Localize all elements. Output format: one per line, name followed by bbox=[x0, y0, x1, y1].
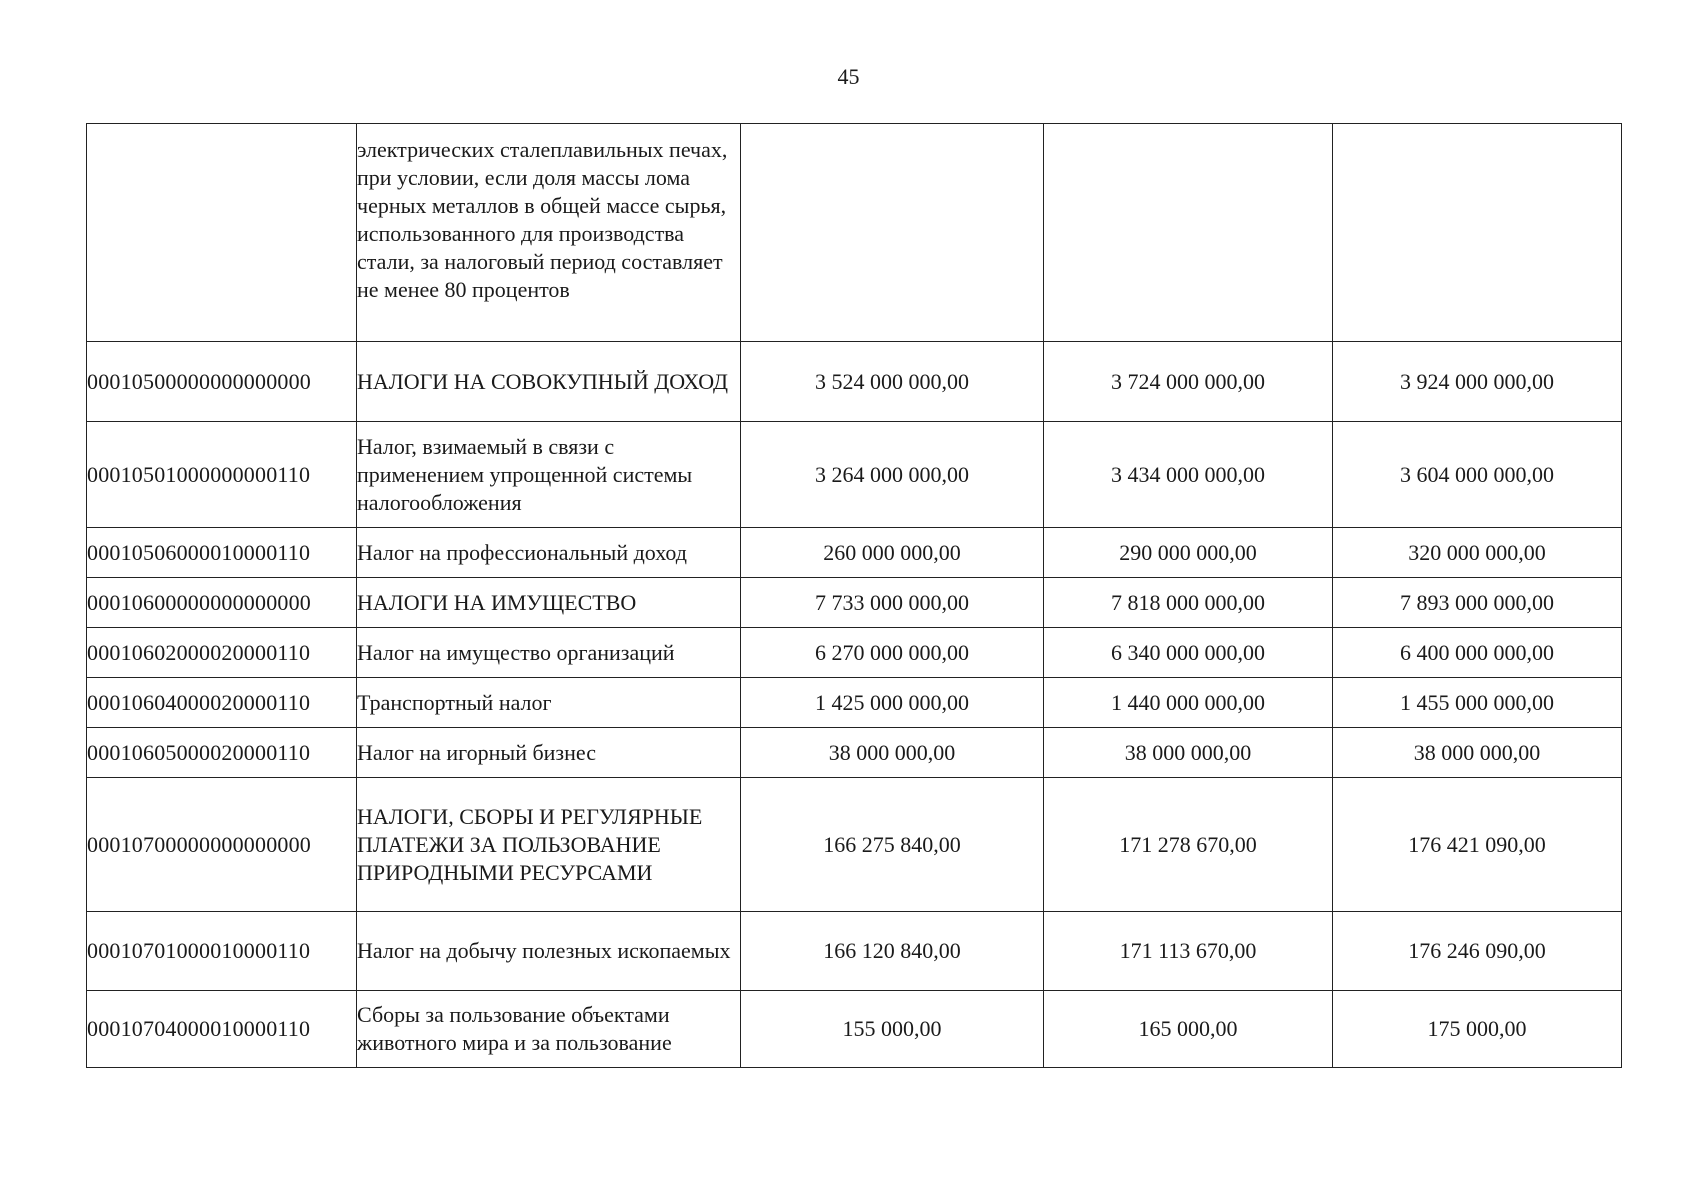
amount-year-3: 7 893 000 000,00 bbox=[1333, 578, 1622, 628]
amount-year-1: 6 270 000 000,00 bbox=[741, 628, 1044, 678]
amount-year-3: 38 000 000,00 bbox=[1333, 728, 1622, 778]
budget-code: 00010704000010000110 bbox=[87, 991, 357, 1068]
budget-code: 00010600000000000000 bbox=[87, 578, 357, 628]
page-number: 45 bbox=[837, 64, 860, 89]
revenue-name: НАЛОГИ, СБОРЫ И РЕГУЛЯРНЫЕ ПЛАТЕЖИ ЗА ПОЛЬЗОВАНИЕ ПРИРОДНЫМИ РЕСУРСАМИ bbox=[357, 778, 741, 912]
table-row bbox=[87, 778, 1622, 912]
revenue-name: Налог на имущество организаций bbox=[357, 628, 741, 678]
budget-code: 00010701000010000110 bbox=[87, 912, 357, 991]
revenue-name: Налог, взимаемый в связи с применением упрощенной системы налогообложения bbox=[357, 422, 741, 528]
amount-year-2: 1 440 000 000,00 bbox=[1044, 678, 1333, 728]
amount-year-2: 3 434 000 000,00 bbox=[1044, 422, 1333, 528]
table-row bbox=[87, 678, 1622, 728]
amount-year-3: 176 421 090,00 bbox=[1333, 778, 1622, 912]
revenue-name: Транспортный налог bbox=[357, 678, 741, 728]
amount-year-2: 171 113 670,00 bbox=[1044, 912, 1333, 991]
budget-code: 00010602000020000110 bbox=[87, 628, 357, 678]
revenue-name: электрических сталеплавильных печах, при условии, если доля массы лома черных металлов в общей массе сырья, использованного для производства стали, за налоговый период составляет не менее 80 процентов bbox=[357, 124, 741, 342]
amount-year-1: 7 733 000 000,00 bbox=[741, 578, 1044, 628]
revenue-name: Налог на профессиональный доход bbox=[357, 528, 741, 578]
amount-year-2: 171 278 670,00 bbox=[1044, 778, 1333, 912]
budget-code: 00010506000010000110 bbox=[87, 528, 357, 578]
table-row bbox=[87, 728, 1622, 778]
table-row bbox=[87, 422, 1622, 528]
amount-year-2: 38 000 000,00 bbox=[1044, 728, 1333, 778]
amount-year-1: 166 275 840,00 bbox=[741, 778, 1044, 912]
table-row bbox=[87, 991, 1622, 1068]
budget-code: 00010605000020000110 bbox=[87, 728, 357, 778]
budget-code: 00010500000000000000 bbox=[87, 342, 357, 422]
amount-year-2: 3 724 000 000,00 bbox=[1044, 342, 1333, 422]
amount-year-3: 320 000 000,00 bbox=[1333, 528, 1622, 578]
revenue-name: НАЛОГИ НА ИМУЩЕСТВО bbox=[357, 578, 741, 628]
table-row bbox=[87, 628, 1622, 678]
table-row bbox=[87, 342, 1622, 422]
amount-year-2 bbox=[1044, 124, 1333, 342]
amount-year-1 bbox=[741, 124, 1044, 342]
table-row bbox=[87, 912, 1622, 991]
amount-year-2: 7 818 000 000,00 bbox=[1044, 578, 1333, 628]
amount-year-3: 176 246 090,00 bbox=[1333, 912, 1622, 991]
revenue-name: Налог на игорный бизнес bbox=[357, 728, 741, 778]
amount-year-1: 3 264 000 000,00 bbox=[741, 422, 1044, 528]
revenue-name: НАЛОГИ НА СОВОКУПНЫЙ ДОХОД bbox=[357, 342, 741, 422]
amount-year-2: 165 000,00 bbox=[1044, 991, 1333, 1068]
table-row bbox=[87, 528, 1622, 578]
revenue-name: Налог на добычу полезных ископаемых bbox=[357, 912, 741, 991]
table-row bbox=[87, 578, 1622, 628]
amount-year-3: 6 400 000 000,00 bbox=[1333, 628, 1622, 678]
amount-year-3 bbox=[1333, 124, 1622, 342]
revenue-table bbox=[86, 123, 1622, 1068]
budget-code: 00010700000000000000 bbox=[87, 778, 357, 912]
budget-code: 00010604000020000110 bbox=[87, 678, 357, 728]
amount-year-1: 155 000,00 bbox=[741, 991, 1044, 1068]
budget-code: 00010501000000000110 bbox=[87, 422, 357, 528]
amount-year-1: 260 000 000,00 bbox=[741, 528, 1044, 578]
amount-year-1: 1 425 000 000,00 bbox=[741, 678, 1044, 728]
budget-code bbox=[87, 124, 357, 342]
amount-year-1: 38 000 000,00 bbox=[741, 728, 1044, 778]
revenue-name: Сборы за пользование объектами животного мира и за пользование bbox=[357, 991, 741, 1068]
amount-year-3: 175 000,00 bbox=[1333, 991, 1622, 1068]
table-row bbox=[87, 124, 1622, 342]
amount-year-1: 3 524 000 000,00 bbox=[741, 342, 1044, 422]
amount-year-1: 166 120 840,00 bbox=[741, 912, 1044, 991]
amount-year-3: 1 455 000 000,00 bbox=[1333, 678, 1622, 728]
amount-year-3: 3 604 000 000,00 bbox=[1333, 422, 1622, 528]
amount-year-3: 3 924 000 000,00 bbox=[1333, 342, 1622, 422]
amount-year-2: 290 000 000,00 bbox=[1044, 528, 1333, 578]
amount-year-2: 6 340 000 000,00 bbox=[1044, 628, 1333, 678]
